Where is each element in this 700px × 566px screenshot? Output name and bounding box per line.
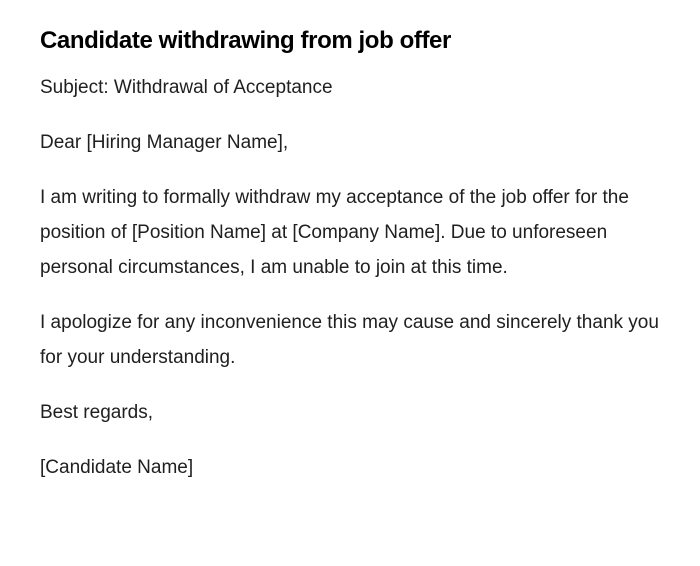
closing: Best regards, bbox=[40, 402, 153, 423]
signature: [Candidate Name] bbox=[40, 457, 194, 478]
page-title: Candidate withdrawing from job offer bbox=[40, 27, 451, 54]
body-paragraph-2: I apologize for any inconvenience this may cause and sincerely thank you for your understanding. bbox=[40, 312, 659, 368]
subject-line: Subject: Withdrawal of Acceptance bbox=[40, 77, 333, 98]
body-paragraph-1: I am writing to formally withdraw my acceptance of the job offer for the position of [Position Name] at [Company Name]. Due to unforeseen personal circumstances, I am unable to join at this time. bbox=[40, 187, 629, 278]
salutation: Dear [Hiring Manager Name], bbox=[40, 132, 289, 153]
letter-document bbox=[40, 24, 660, 505]
